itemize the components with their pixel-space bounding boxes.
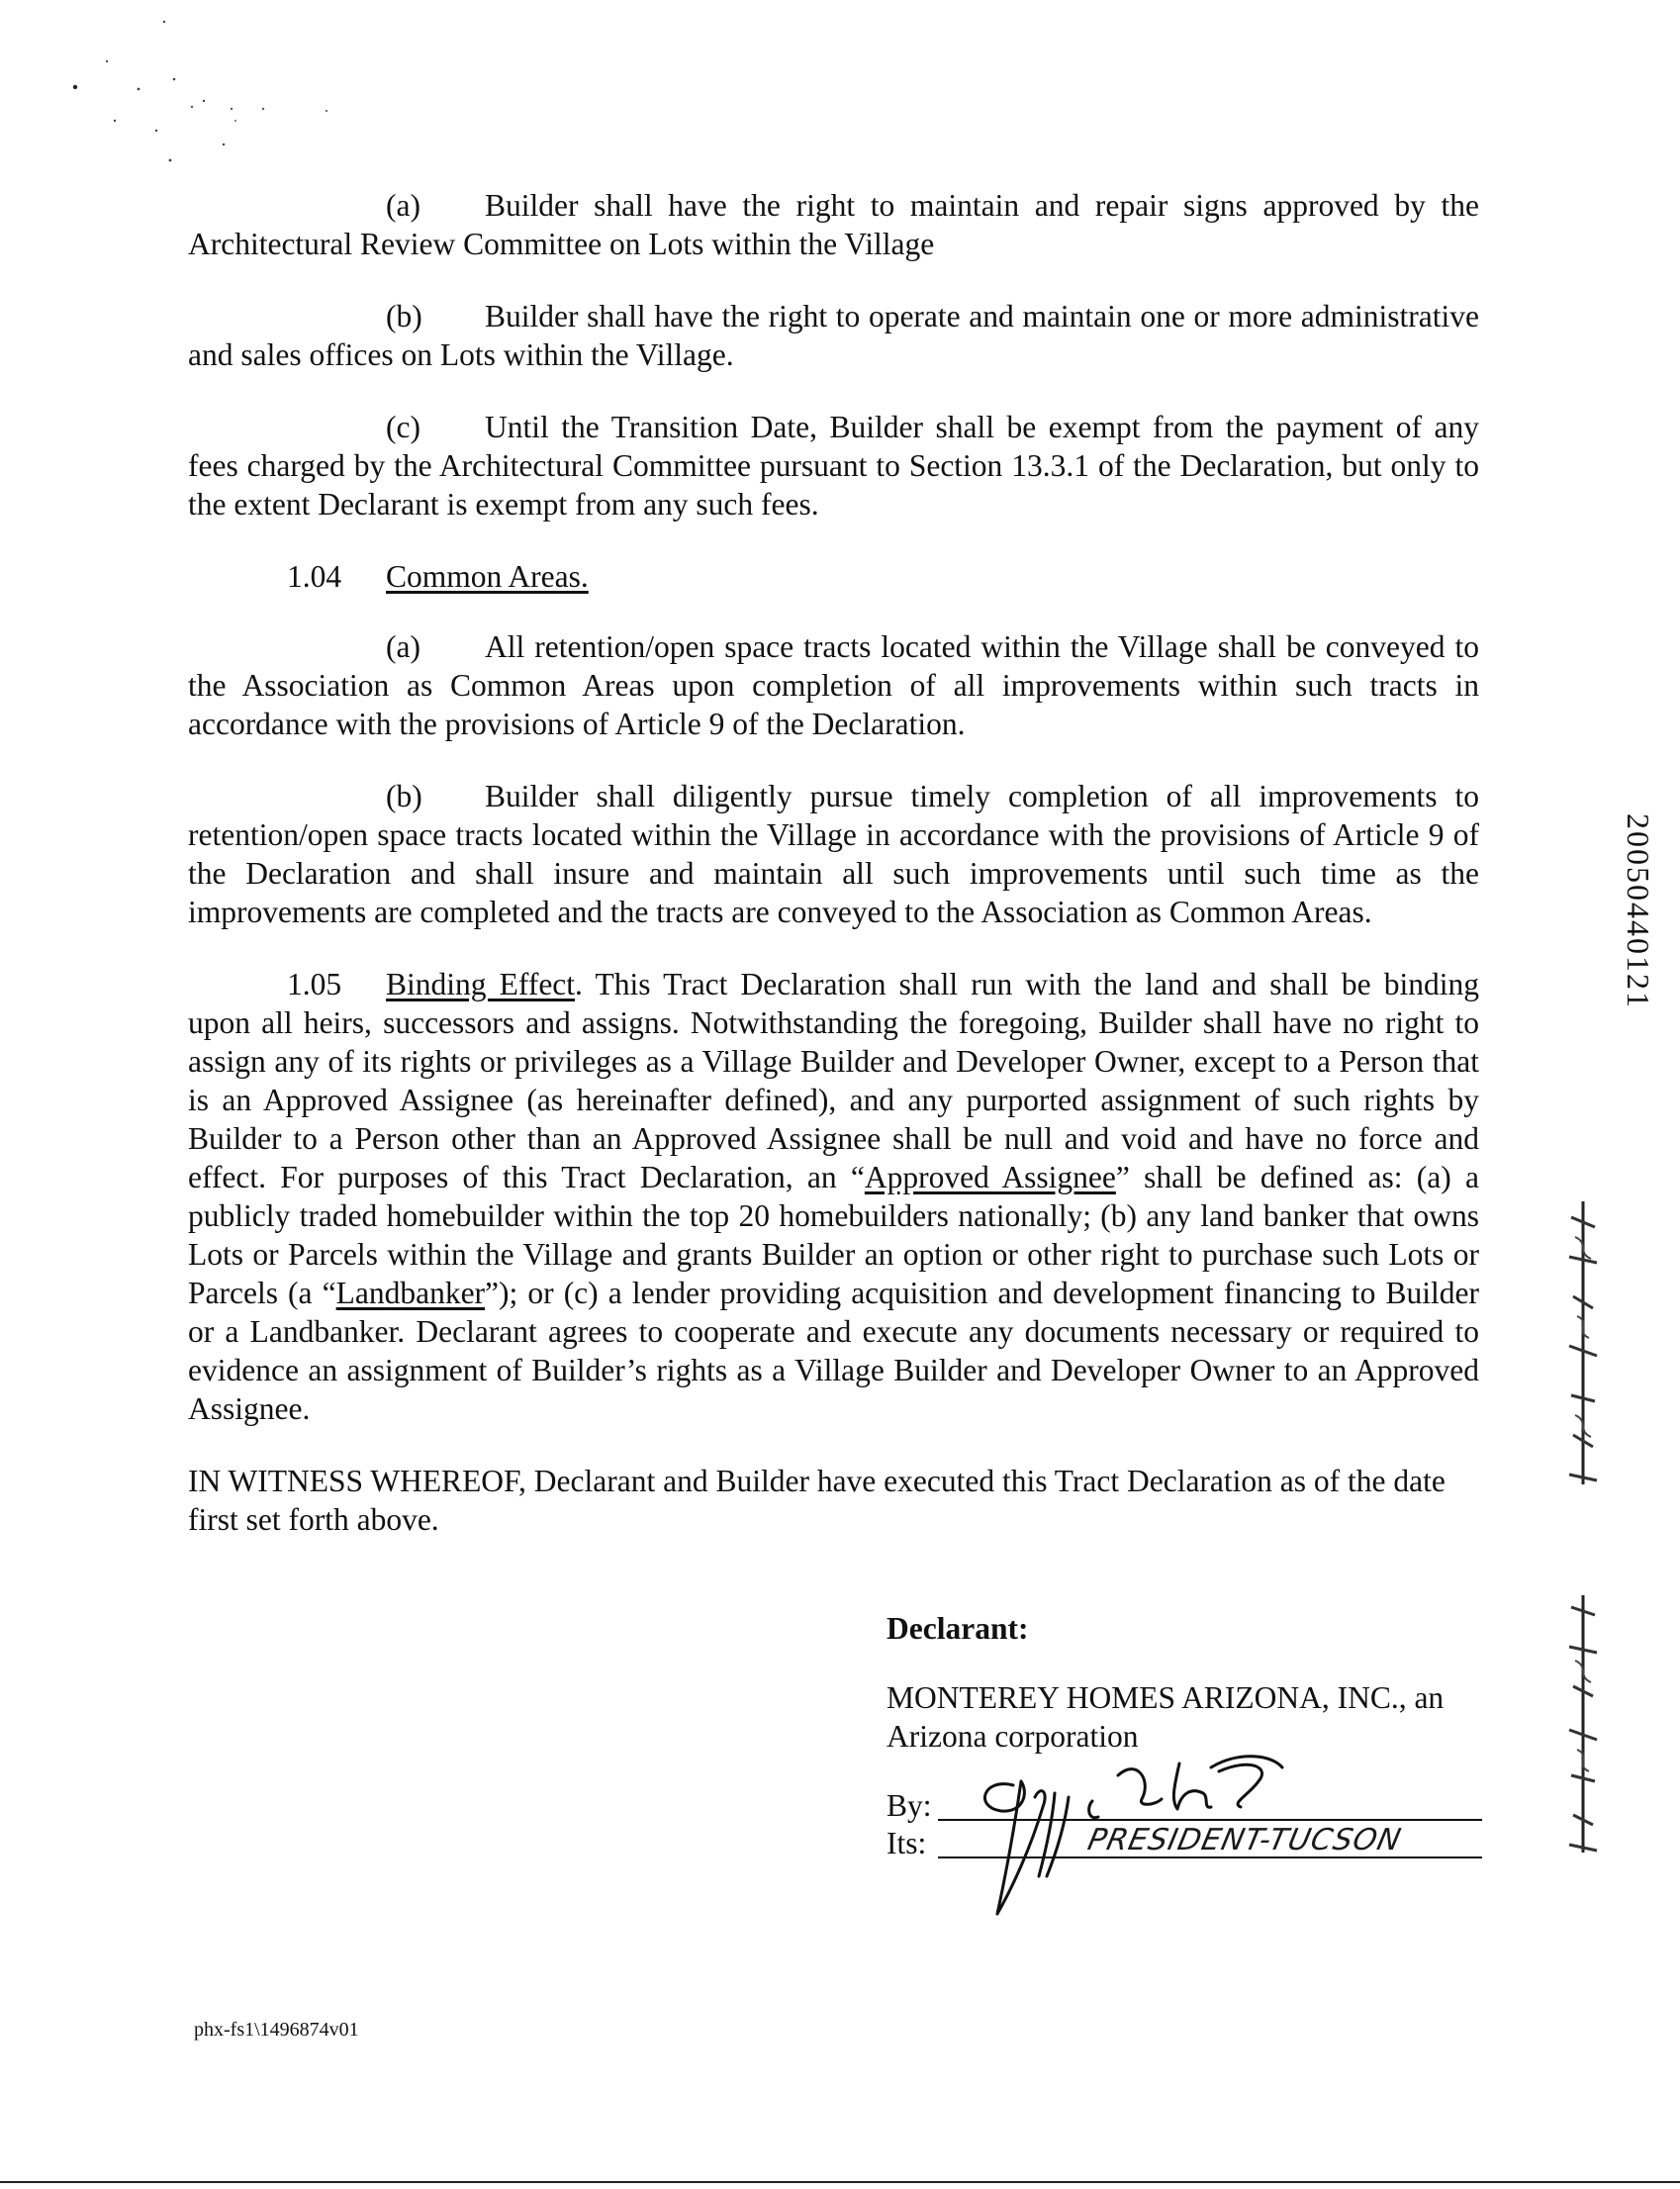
section-title: Binding Effect (386, 967, 576, 1001)
paragraph-text: Until the Transition Date, Builder shall be exempt from the payment of any fees charged by the Architectural Committee pursuant to Section 13.3.1 of the Declaration, but only to the extent Declarant is exempt from any such fees. (188, 410, 1479, 522)
scan-edge (0, 2181, 1680, 2189)
recording-number (1621, 813, 1660, 1081)
paragraph-1-04-b (188, 777, 1479, 931)
paragraph-label: (a) (386, 629, 420, 664)
section-heading-1-04 (188, 557, 1479, 596)
section-number: 1.04 (287, 559, 342, 594)
margin-stamp-upper (1559, 1197, 1607, 1488)
paragraph-text: Builder shall have the right to maintain and repair signs approved by the Architectural Review Committee on Lots within the Village (188, 188, 1479, 261)
recording-number-text: 20050440121 (1621, 813, 1656, 1009)
section-number: 1.05 (287, 967, 342, 1001)
signatory-entity: MONTEREY HOMES ARIZONA, INC., an Arizona corporation (887, 1680, 1445, 1754)
by-line (887, 1787, 1482, 1825)
paragraph-text: . This Tract Declaration shall run with the land and shall be binding upon all heirs, successors and assigns. Notwithstanding the foregoing, Builder shall have no right to assign any of its rights or privileges as a Village Builder and Developer Owner, except to a Person that is an Approved Assignee (as hereinafter defined), and any purported assignment of such rights by Builder to a Person other than an Approved Assignee shall be null and void and have no force and effect. For purposes of this Tract Declaration, an “ (188, 967, 1479, 1194)
section-title: Common Areas. (386, 559, 589, 594)
paragraph-label: (a) (386, 188, 420, 223)
by-signature-line (938, 1791, 1482, 1821)
witness-clause: IN WITNESS WHEREOF, Declarant and Builder have executed this Tract Declaration as of the date first set forth above. (188, 1464, 1446, 1537)
signatory-heading: Declarant: (887, 1611, 1029, 1646)
paragraph-text: ”); or (c) a lender providing acquisition and development financing to Builder or a Landbanker. Declarant agrees to cooperate and execute any documents necessary or required to evidence an assignment of Builder’s rights as a Village Builder and Developer Owner to an Approved Assignee. (188, 1276, 1480, 1426)
paragraph-1-03-a (188, 186, 1479, 263)
paragraph-text: All retention/open space tracts located within the Village shall be conveyed to the Association as Common Areas upon completion of all improvements within such tracts in accordance with the provisions of Article 9 of the Declaration. (188, 629, 1479, 741)
its-line (887, 1825, 1482, 1862)
paragraph-1-03-c (188, 408, 1479, 523)
paragraph-text: Builder shall diligently pursue timely completion of all improvements to retention/open space tracts located within the Village in accordance with the provisions of Article 9 of the Declaration and shall insure and maintain all such improvements until such time as the improvements are completed and the tracts are conveyed to the Association as Common Areas. (188, 779, 1479, 929)
by-label: By: (887, 1788, 932, 1823)
defined-term-landbanker: Landbanker (335, 1276, 486, 1310)
paragraph-label: (b) (386, 779, 422, 813)
defined-term-approved-assignee: Approved Assignee (864, 1160, 1116, 1194)
paragraph-text: ” shall be defined as: (a) a publicly traded homebuilder within the top 20 homebuilders nationally; (b) any land banker that owns Lots or Parcels within the Village and grants Builder an option or other right to purchase such Lots or Parcels (a “ (188, 1160, 1480, 1310)
paragraph-label: (c) (386, 410, 420, 444)
paragraph-1-05 (188, 965, 1479, 1428)
handwritten-title: PRESIDENT-TUCSON (1084, 1823, 1405, 1857)
paragraph-text: Builder shall have the right to operate and maintain one or more administrative and sales offices on Lots within the Village. (188, 299, 1479, 372)
paragraph-label: (b) (386, 299, 422, 333)
document-id-footer: phx-fs1\1496874v01 (194, 2019, 359, 2041)
signature-block (887, 1609, 1482, 1862)
margin-stamp-lower (1559, 1591, 1607, 1856)
its-label: Its: (887, 1826, 927, 1860)
scan-specks (30, 10, 346, 178)
paragraph-1-03-b (188, 297, 1479, 374)
paragraph-1-04-a (188, 627, 1479, 743)
document-body (188, 186, 1479, 1539)
